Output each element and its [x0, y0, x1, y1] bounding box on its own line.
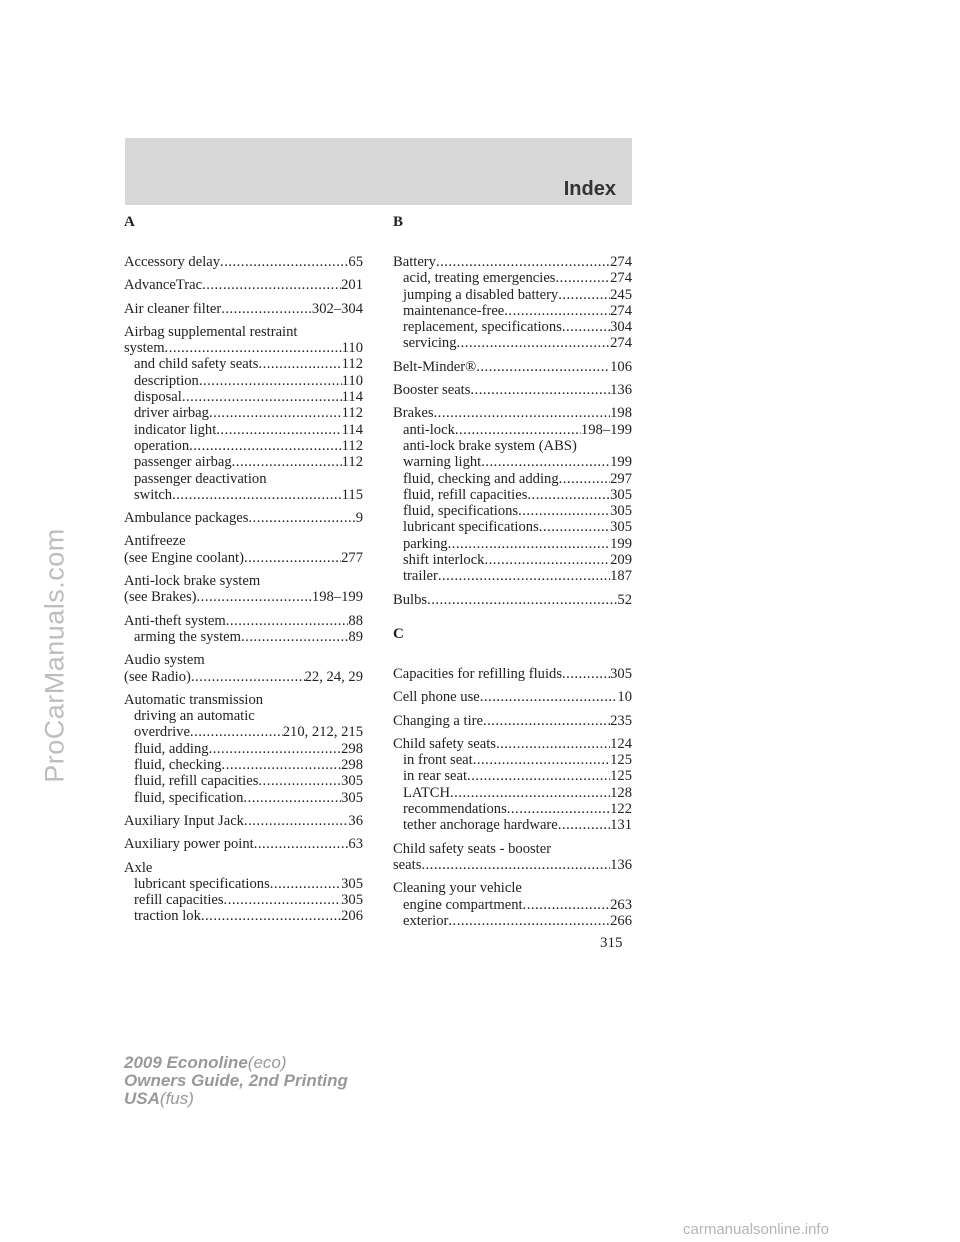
dot-leader	[222, 757, 342, 773]
page-title: Index	[563, 178, 616, 200]
index-subentry	[124, 773, 363, 789]
index-subentry	[393, 303, 632, 319]
entry-page: 305	[341, 892, 363, 909]
entry-page: 112	[341, 405, 363, 422]
index-entry	[124, 813, 363, 829]
dot-leader	[199, 373, 342, 389]
entry-page: 274	[610, 254, 632, 270]
entry-text: acid, treating emergencies	[403, 270, 556, 287]
entry-page: 305	[341, 875, 363, 892]
entry-page: 305	[341, 773, 363, 790]
dot-leader	[244, 813, 348, 829]
index-subentry	[393, 568, 632, 584]
dot-leader	[190, 724, 283, 740]
index-entry	[393, 736, 632, 752]
entry-page: 187	[610, 568, 632, 585]
entry-page: 263	[610, 896, 632, 913]
dot-leader	[562, 319, 610, 335]
page-number: 315	[600, 935, 623, 951]
index-entry	[124, 324, 363, 357]
dot-leader	[209, 405, 342, 421]
entry-text: arming the system	[134, 628, 242, 645]
index-entry	[124, 254, 363, 270]
dot-leader	[243, 790, 341, 806]
index-entry	[393, 880, 632, 896]
dot-leader	[191, 669, 305, 685]
entry-text: recommendations	[403, 801, 507, 818]
entry-text: lubricant specifications	[134, 875, 270, 892]
dot-leader	[201, 908, 341, 924]
index-subentry	[393, 519, 632, 535]
entry-text: disposal	[134, 389, 182, 406]
entry-page: 304	[610, 319, 632, 336]
dot-leader	[448, 536, 611, 552]
entry-text: Battery	[393, 254, 436, 270]
entry-page: 63	[348, 836, 363, 853]
entry-first-line: Anti-lock brake system	[124, 573, 261, 590]
dot-leader	[558, 287, 610, 303]
entry-page: 235	[610, 712, 632, 729]
entry-page: 305	[610, 665, 632, 682]
entry-text: Auxiliary Input Jack	[124, 812, 244, 829]
entry-text: maintenance-free	[403, 302, 505, 319]
entry-text: LATCH	[403, 784, 451, 801]
entry-text: description	[134, 372, 199, 389]
dot-leader	[427, 592, 617, 608]
entry-page: 277	[341, 549, 363, 566]
entry-page: 124	[610, 735, 632, 752]
index-subentry	[393, 897, 632, 913]
index-header-band	[125, 138, 632, 205]
index-subentry	[393, 817, 632, 833]
index-subentry	[393, 335, 632, 351]
index-entry	[124, 692, 363, 708]
entry-page: 89	[348, 628, 363, 645]
section-letter-c: C	[393, 625, 404, 642]
dot-leader	[457, 335, 611, 351]
entry-page: 302–304	[311, 300, 363, 317]
dot-leader	[254, 836, 349, 852]
entry-text: engine compartment	[403, 896, 523, 913]
entry-first-line: Airbag supplemental restraint	[124, 323, 298, 340]
entry-text: fluid, checking and adding	[403, 470, 559, 487]
entry-text: traction lok	[134, 908, 201, 925]
dot-leader	[202, 277, 341, 293]
index-subentry	[393, 319, 632, 335]
index-subentry	[393, 785, 632, 801]
entry-page: 115	[341, 486, 363, 503]
entry-page: 298	[341, 757, 363, 774]
entry-page: 198	[610, 405, 632, 422]
entry-text: Ambulance packages	[124, 510, 249, 527]
footer-region-code: (fus)	[159, 1089, 194, 1108]
index-subentry	[124, 757, 363, 773]
dot-leader	[438, 568, 610, 584]
entry-text: operation	[134, 437, 190, 454]
entry-text: shift interlock	[403, 552, 485, 569]
entry-text: fluid, specifications	[403, 503, 519, 520]
entry-text: Changing a tire	[393, 712, 483, 729]
index-entry	[393, 841, 632, 874]
entry-text: replacement, specifications	[403, 319, 562, 336]
dot-leader	[224, 892, 342, 908]
index-entry	[393, 405, 632, 421]
entry-text: exterior	[403, 912, 449, 929]
dot-leader	[209, 741, 342, 757]
entry-page: 206	[341, 908, 363, 925]
index-entry	[124, 836, 363, 852]
dot-leader	[189, 438, 342, 454]
section-letter-a: A	[124, 214, 135, 230]
dot-leader	[518, 503, 610, 519]
entry-page: 266	[610, 912, 632, 929]
entry-text: indicator light	[134, 421, 217, 438]
index-entry	[393, 666, 632, 682]
index-subentry	[124, 373, 363, 389]
dot-leader	[480, 689, 618, 705]
dot-leader	[496, 736, 610, 752]
dot-leader	[434, 405, 611, 421]
dot-leader	[455, 422, 581, 438]
dot-leader	[216, 422, 341, 438]
entry-page: 114	[341, 389, 363, 406]
entry-page: 305	[341, 789, 363, 806]
entry-text: Child safety seats	[393, 735, 496, 752]
dot-leader	[270, 876, 341, 892]
index-entry	[124, 510, 363, 526]
watermark-text: ProCarManuals.com	[39, 528, 70, 783]
entry-page: 125	[610, 752, 632, 769]
dot-leader	[421, 857, 610, 873]
index-entry	[124, 573, 363, 606]
dot-leader	[558, 817, 610, 833]
entry-heading: Cleaning your vehicle	[393, 880, 522, 897]
index-entry	[393, 713, 632, 729]
entry-heading: Axle	[124, 859, 153, 876]
dot-leader	[436, 254, 610, 270]
index-subentry	[393, 913, 632, 929]
entry-text: switch	[134, 486, 173, 503]
entry-page: 298	[341, 740, 363, 757]
entry-text: overdrive	[134, 724, 190, 741]
entry-text: anti-lock	[403, 421, 455, 438]
entry-text: fluid, checking	[134, 757, 222, 774]
entry-first-line: Audio system	[124, 652, 205, 669]
dot-leader	[556, 270, 611, 286]
entry-page: 114	[341, 421, 363, 438]
dot-leader	[523, 897, 611, 913]
entry-page: 88	[348, 612, 363, 629]
index-entry	[124, 301, 363, 317]
entry-page: 52	[617, 591, 632, 608]
entry-text: in front seat	[403, 752, 473, 769]
footer-model-code: (eco)	[247, 1053, 287, 1072]
entry-text: fluid, refill capacities	[134, 773, 259, 790]
entry-page: 136	[610, 382, 632, 399]
dot-leader	[539, 519, 610, 535]
index-entry	[124, 533, 363, 566]
dot-leader	[527, 487, 610, 503]
dot-leader	[484, 552, 610, 568]
entry-first-line: driving an automatic	[134, 708, 255, 725]
entry-page: 305	[610, 486, 632, 503]
index-subentry	[124, 629, 363, 645]
dot-leader	[241, 629, 348, 645]
entry-page: 245	[610, 286, 632, 303]
dot-leader	[232, 454, 342, 470]
dot-leader	[467, 768, 610, 784]
entry-text: driver airbag	[134, 405, 209, 422]
entry-page: 136	[610, 856, 632, 873]
index-subentry	[393, 270, 632, 286]
entry-text: (see Radio)	[124, 668, 191, 685]
entry-page: 22, 24, 29	[304, 668, 363, 685]
entry-page: 198–199	[311, 589, 363, 606]
entry-text: (see Engine coolant)	[124, 549, 244, 566]
index-column-a	[124, 214, 363, 925]
entry-text: and child safety seats	[134, 356, 259, 373]
index-subentry	[393, 471, 632, 487]
entry-first-line: anti-lock brake system (ABS)	[403, 437, 577, 454]
index-subentry	[124, 471, 363, 504]
index-subentry	[124, 790, 363, 806]
entry-page: 110	[341, 340, 363, 357]
entry-page: 209	[610, 552, 632, 569]
index-entry	[393, 254, 632, 270]
entry-page: 210, 212, 215	[282, 724, 363, 741]
index-entry	[124, 277, 363, 293]
index-subentry	[393, 768, 632, 784]
footer-guide: Owners Guide, 2nd Printing	[124, 1071, 348, 1090]
dot-leader	[448, 913, 610, 929]
entry-text: warning light	[403, 454, 482, 471]
index-subentry	[393, 422, 632, 438]
entry-text: Booster seats	[393, 382, 471, 399]
entry-text: AdvanceTrac	[124, 277, 203, 294]
index-subentry	[393, 287, 632, 303]
index-subentry	[124, 438, 363, 454]
index-subentry	[393, 536, 632, 552]
dot-leader	[258, 356, 341, 372]
entry-page: 112	[341, 437, 363, 454]
index-entry	[124, 652, 363, 685]
entry-page: 297	[610, 470, 632, 487]
entry-text: refill capacities	[134, 892, 224, 909]
entry-page: 305	[610, 519, 632, 536]
index-subentry	[124, 892, 363, 908]
footer-model: 2009 Econoline	[124, 1053, 248, 1072]
entry-text: Capacities for refilling fluids	[393, 665, 562, 682]
entry-text: Anti-theft system	[124, 612, 226, 629]
dot-leader	[470, 382, 610, 398]
dot-leader	[226, 613, 349, 629]
footer-region: USA	[124, 1089, 160, 1108]
dot-leader	[172, 487, 342, 503]
entry-page: 9	[355, 510, 363, 527]
dot-leader	[450, 785, 610, 801]
entry-page: 201	[341, 277, 363, 294]
index-entry	[393, 592, 632, 608]
dot-leader	[244, 550, 341, 566]
dot-leader	[248, 510, 355, 526]
index-subentry	[124, 405, 363, 421]
entry-page: 199	[610, 535, 632, 552]
dot-leader	[504, 303, 610, 319]
dot-leader	[481, 454, 610, 470]
entry-text: Belt-Minder®	[393, 358, 477, 375]
dot-leader	[473, 752, 610, 768]
entry-page: 274	[610, 302, 632, 319]
dot-leader	[507, 801, 610, 817]
entry-page: 112	[341, 454, 363, 471]
entry-text: fluid, refill capacities	[403, 486, 528, 503]
index-subentry	[124, 741, 363, 757]
dot-leader	[562, 666, 610, 682]
index-subentry	[124, 876, 363, 892]
dot-leader	[197, 589, 312, 605]
index-column-b	[393, 214, 632, 929]
entry-text: tether anchorage hardware	[403, 817, 558, 834]
index-subentry	[124, 708, 363, 741]
entry-text: Accessory delay	[124, 254, 221, 270]
entry-page: 128	[610, 784, 632, 801]
entry-text: Air cleaner filter	[124, 300, 222, 317]
entry-page: 122	[610, 801, 632, 818]
index-entry	[124, 860, 363, 876]
dot-leader	[182, 389, 342, 405]
index-subentry	[124, 389, 363, 405]
entry-page: 198–199	[580, 421, 632, 438]
index-subentry	[393, 801, 632, 817]
entry-page: 305	[610, 503, 632, 520]
index-subentry	[393, 487, 632, 503]
entry-page: 112	[341, 356, 363, 373]
entry-text: jumping a disabled battery	[403, 286, 559, 303]
entry-first-line: Antifreeze	[124, 533, 186, 550]
entry-text: Auxiliary power point	[124, 836, 254, 853]
entry-page: 274	[610, 270, 632, 287]
site-watermark: carmanualsonline.info	[683, 1221, 829, 1238]
entry-page: 199	[610, 454, 632, 471]
dot-leader	[258, 773, 341, 789]
index-entry	[393, 689, 632, 705]
entry-text: seats	[393, 856, 422, 873]
index-subentry	[393, 552, 632, 568]
entry-text: Brakes	[393, 405, 434, 422]
dot-leader	[559, 471, 610, 487]
entry-page: 131	[610, 817, 632, 834]
entry-text: fluid, specification	[134, 789, 244, 806]
entry-text: system	[124, 340, 165, 357]
entry-text: in rear seat	[403, 768, 468, 785]
index-subentry	[124, 454, 363, 470]
entry-page: 125	[610, 768, 632, 785]
entry-text: trailer	[403, 568, 438, 585]
entry-page: 65	[348, 254, 363, 270]
entry-text: fluid, adding	[134, 740, 209, 757]
entry-first-line: passenger deactivation	[134, 470, 267, 487]
entry-page: 274	[610, 335, 632, 352]
index-subentry	[124, 908, 363, 924]
index-subentry	[393, 438, 632, 471]
index-entry	[393, 382, 632, 398]
entry-page: 10	[617, 689, 632, 706]
dot-leader	[220, 254, 348, 270]
entry-first-line: Child safety seats - booster	[393, 840, 552, 857]
entry-text: servicing	[403, 335, 457, 352]
dot-leader	[476, 359, 610, 375]
section-letter-b: B	[393, 214, 404, 230]
index-subentry	[124, 422, 363, 438]
entry-page: 110	[341, 372, 363, 389]
index-subentry	[393, 503, 632, 519]
entry-text: (see Brakes)	[124, 589, 197, 606]
entry-page: 36	[348, 812, 363, 829]
index-entry	[124, 613, 363, 629]
dot-leader	[165, 340, 342, 356]
entry-text: Bulbs	[393, 591, 428, 608]
dot-leader	[221, 301, 312, 317]
watermark	[20, 440, 70, 870]
footer	[124, 1054, 348, 1108]
entry-text: parking	[403, 535, 448, 552]
index-subentry	[124, 356, 363, 372]
entry-text: lubricant specifications	[403, 519, 539, 536]
index-entry	[393, 359, 632, 375]
entry-text: Cell phone use	[393, 689, 480, 706]
entry-page: 106	[610, 358, 632, 375]
entry-heading: Automatic transmission	[124, 691, 264, 708]
index-subentry	[393, 752, 632, 768]
dot-leader	[483, 713, 610, 729]
entry-text: passenger airbag	[134, 454, 232, 471]
